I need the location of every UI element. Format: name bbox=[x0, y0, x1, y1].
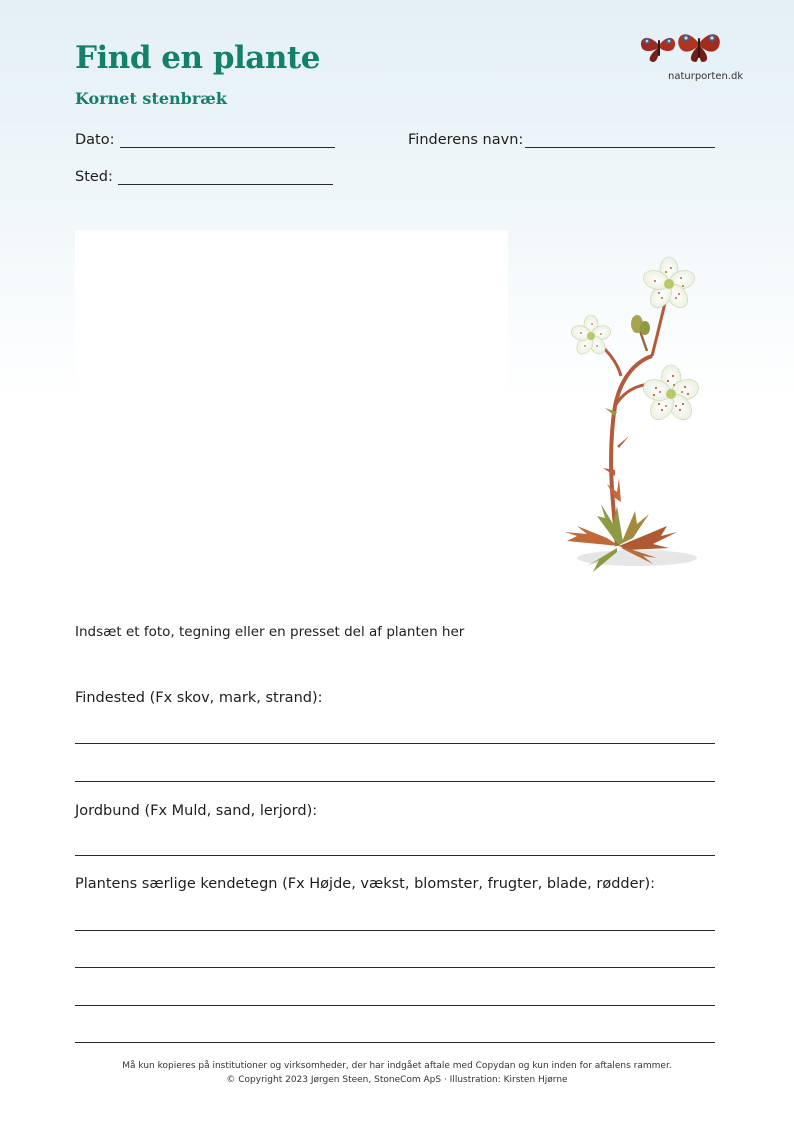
kendetegn-label: Plantens særlige kendetegn (Fx Højde, vækst, blomster, frugter, blade, rødder): bbox=[75, 876, 656, 892]
brand-logo bbox=[636, 26, 744, 86]
date-label: Dato: bbox=[75, 132, 115, 148]
findested-label: Findested (Fx skov, mark, strand): bbox=[75, 690, 323, 706]
photo-area[interactable] bbox=[75, 230, 508, 550]
kendetegn-line[interactable] bbox=[75, 1005, 715, 1006]
date-field[interactable] bbox=[120, 147, 335, 148]
copyright-credits: © Copyright 2023 Jørgen Steen, StoneCom ApS · Illustration: Kirsten Hjørne bbox=[226, 1075, 568, 1085]
page-title: Find en plante bbox=[75, 40, 320, 76]
butterfly-icon bbox=[636, 26, 740, 70]
kendetegn-line[interactable] bbox=[75, 1042, 715, 1043]
photo-instruction: Indsæt et foto, tegning eller en presset del af planten her bbox=[75, 624, 465, 640]
plant-illustration bbox=[557, 256, 727, 586]
copyright-notice: Må kun kopieres på institutioner og virksomheder, der har indgået aftale med Copydan og kun inden for aftalens rammer. bbox=[122, 1061, 672, 1071]
findested-line[interactable] bbox=[75, 743, 715, 744]
plant-name: Kornet stenbræk bbox=[75, 89, 227, 108]
finder-name-field[interactable] bbox=[525, 147, 715, 148]
kendetegn-line[interactable] bbox=[75, 930, 715, 931]
brand-name: naturporten.dk bbox=[668, 71, 744, 82]
findested-line[interactable] bbox=[75, 781, 715, 782]
place-field[interactable] bbox=[118, 184, 333, 185]
finder-label: Finderens navn: bbox=[408, 132, 524, 148]
place-label: Sted: bbox=[75, 169, 113, 185]
jordbund-label: Jordbund (Fx Muld, sand, lerjord): bbox=[75, 803, 318, 819]
kendetegn-line[interactable] bbox=[75, 967, 715, 968]
jordbund-line[interactable] bbox=[75, 855, 715, 856]
